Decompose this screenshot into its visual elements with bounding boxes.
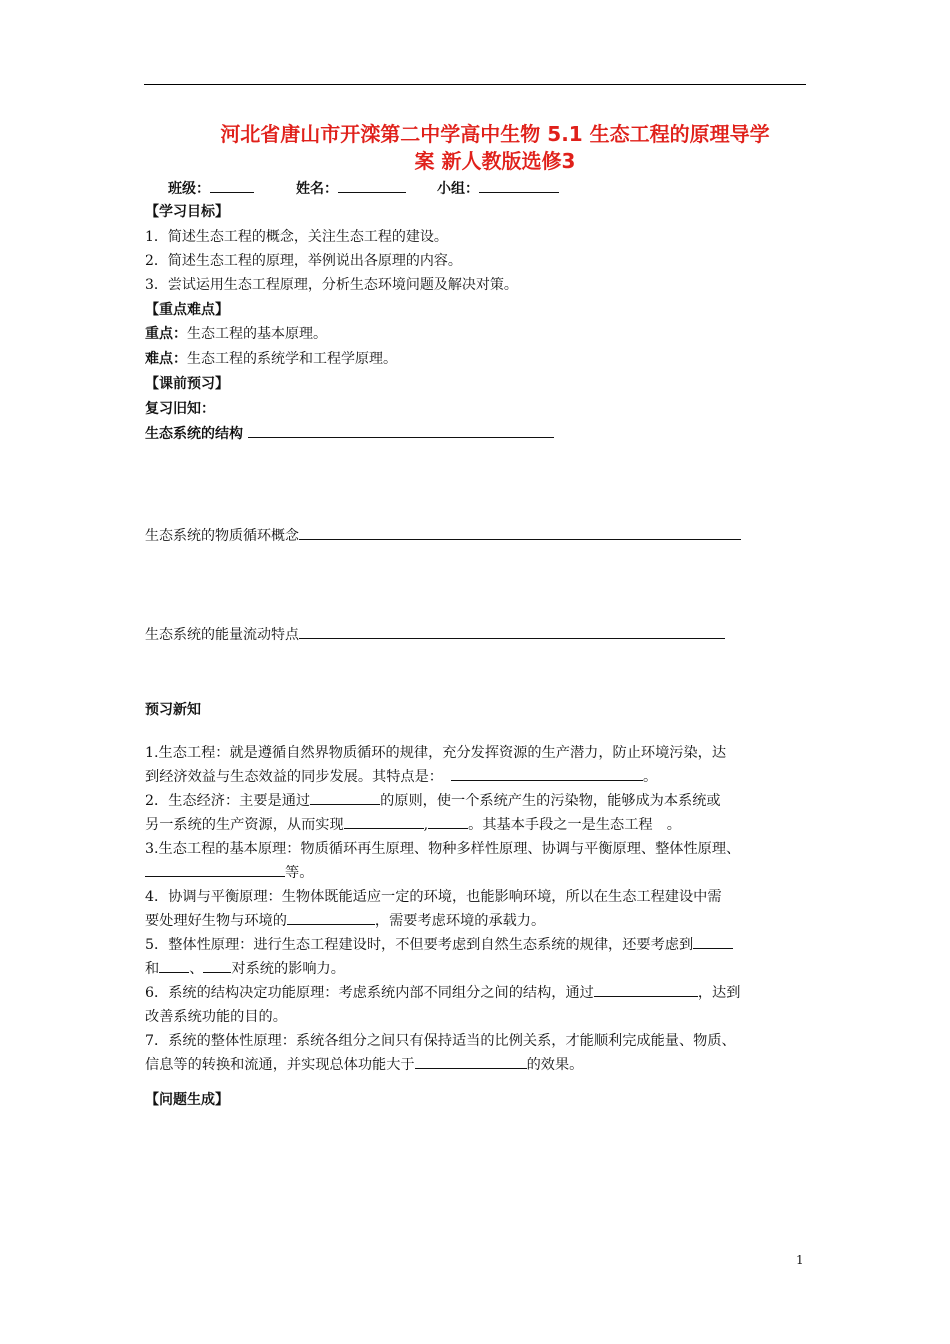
item-5-sep: 、 (189, 961, 204, 977)
item-4-blank[interactable] (287, 911, 375, 925)
item-5-text-a: 5．整体性原理：进行生态工程建设时，不但要考虑到自然生态系统的规律，还要考虑到 (145, 937, 694, 953)
item-7-blank[interactable] (415, 1055, 527, 1069)
class-field (168, 178, 254, 198)
item-5-line-a (145, 933, 809, 957)
question-structure (145, 422, 554, 446)
item-5-blank-c[interactable] (203, 959, 231, 973)
group-field (437, 178, 559, 198)
name-blank[interactable] (338, 179, 406, 193)
cycle-blank[interactable] (299, 526, 741, 540)
question-energy (145, 623, 725, 647)
item-6-line-b: 改善系统功能的目的。 (145, 1009, 287, 1025)
review-label: 复习旧知： (145, 401, 215, 417)
item-2-text-a: 2．生态经济：主要是通过 (145, 793, 311, 809)
name-label: 姓名： (296, 181, 338, 197)
document-title (150, 121, 840, 175)
item-7-line-b (145, 1053, 809, 1077)
goal-item-2: 2．简述生态工程的原理，举例说出各原理的内容。 (145, 253, 462, 269)
item-3-blank[interactable] (145, 863, 285, 877)
item-5-line-b (145, 957, 809, 981)
item-4-text-a: 要处理好生物与环境的 (145, 913, 287, 929)
item-2-blank-c[interactable] (428, 815, 468, 829)
item-6-text-b: ，达到 (697, 985, 741, 1001)
page-number: 1 (796, 1253, 804, 1267)
question-structure-text: 生态系统的结构 (145, 426, 243, 442)
question-energy-text: 生态系统的能量流动特点 (145, 627, 299, 643)
item-3-line-b (145, 861, 809, 885)
group-label: 小组： (437, 181, 479, 197)
item-2-comma: , (423, 817, 429, 833)
item-5-and: 和 (145, 961, 160, 977)
difficult-text: 生态工程的系统学和工程学原理。 (187, 351, 397, 367)
question-cycle-text: 生态系统的物质循环概念 (145, 528, 299, 544)
title-line-1: 河北省唐山市开滦第二中学高中生物 5.1 生态工程的原理导学 (220, 122, 770, 146)
class-label: 班级： (168, 181, 210, 197)
item-6-line-a (145, 981, 809, 1005)
item-2-text-c: 另一系统的生产资源，从而实现 (145, 817, 344, 833)
structure-blank[interactable] (248, 424, 554, 438)
title-line-2: 案 新人教版选修3 (414, 149, 576, 173)
item-7-line-a: 7．系统的整体性原理：系统各组分之间只有保持适当的比例关系，才能顺利完成能量、物质、 (145, 1033, 736, 1049)
item-4-text-b: ，需要考虑环境的承载力。 (374, 913, 546, 929)
key-text: 生态工程的基本原理。 (187, 326, 327, 342)
preview-heading: 【课前预习】 (145, 376, 229, 392)
name-field (296, 178, 406, 198)
item-5-blank-a[interactable] (693, 935, 733, 949)
goal-item-1: 1．简述生态工程的概念，关注生态工程的建设。 (145, 229, 448, 245)
goals-heading: 【学习目标】 (145, 204, 229, 220)
question-cycle (145, 524, 741, 548)
item-7-text-a: 信息等的转换和流通，并实现总体功能大于 (145, 1057, 415, 1073)
item-5-text-b: 对系统的影响力。 (231, 961, 345, 977)
problem-heading: 【问题生成】 (145, 1092, 229, 1108)
header-rule (144, 84, 806, 85)
item-4-line-a: 4．协调与平衡原理：生物体既能适应一定的环境，也能影响环境，所以在生态工程建设中需 (145, 889, 722, 905)
item-1-line-a: 1.生态工程：就是遵循自然界物质循环的规律，充分发挥资源的生产潜力，防止环境污染，达 (145, 745, 727, 761)
item-1-end: 。 (642, 769, 658, 785)
item-2-text-b: 的原则，使一个系统产生的污染物，能够成为本系统或 (380, 793, 721, 809)
item-2-text-d: 。其基本手段之一是生态工程 。 (468, 817, 681, 833)
item-1-blank[interactable] (451, 767, 643, 781)
key-label: 重点： (145, 326, 187, 342)
group-blank[interactable] (479, 179, 559, 193)
item-1-line-b (145, 765, 809, 789)
goal-item-3: 3．尝试运用生态工程原理，分析生态环境问题及解决对策。 (145, 277, 518, 293)
item-3-line-a: 3.生态工程的基本原理：物质循环再生原理、物种多样性原理、协调与平衡原理、整体性原理、 (145, 841, 741, 857)
item-4-line-b (145, 909, 809, 933)
item-6-blank[interactable] (594, 983, 698, 997)
item-2-blank-a[interactable] (310, 791, 380, 805)
item-5-blank-b[interactable] (159, 959, 189, 973)
difficult-label: 难点： (145, 351, 187, 367)
items-block (145, 741, 809, 1077)
item-7-text-b: 的效果。 (526, 1057, 584, 1073)
energy-blank[interactable] (299, 625, 725, 639)
item-1-text: 到经济效益与生态效益的同步发展。其特点是： (145, 769, 443, 785)
item-6-text-a: 6．系统的结构决定功能原理：考虑系统内部不同组分之间的结构，通过 (145, 985, 594, 1001)
keypoints-heading: 【重点难点】 (145, 302, 229, 318)
key-point (145, 322, 327, 346)
new-knowledge-label: 预习新知 (145, 702, 201, 718)
class-blank[interactable] (210, 179, 254, 193)
item-2-blank-b[interactable] (344, 815, 424, 829)
item-3-end: 等。 (285, 865, 314, 881)
item-2-line-b (145, 813, 809, 837)
difficult-point (145, 347, 397, 371)
item-2-line-a (145, 789, 809, 813)
